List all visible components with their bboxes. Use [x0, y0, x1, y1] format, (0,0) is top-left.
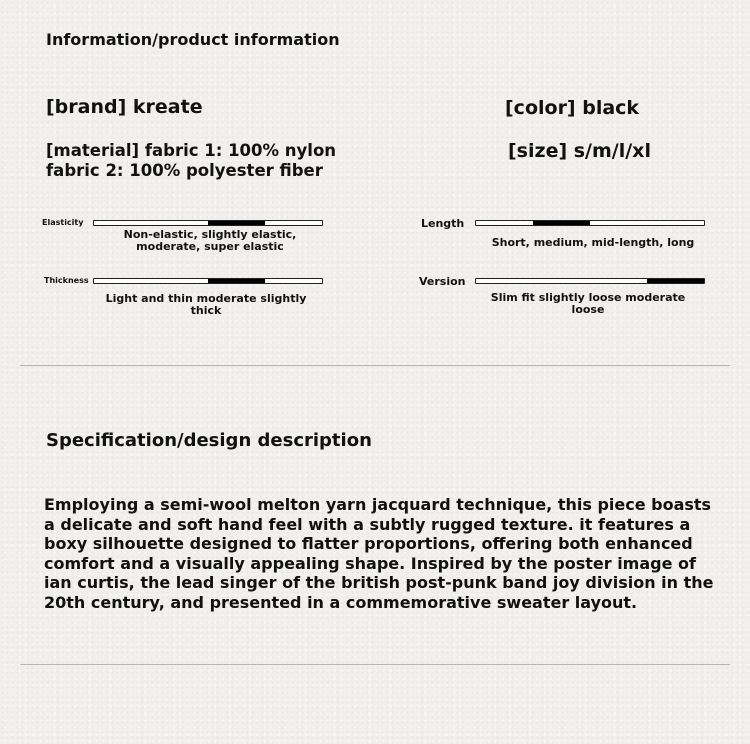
length-bar [475, 220, 705, 226]
length-label: Length [421, 217, 465, 230]
color-text: [color] black [505, 97, 640, 119]
elasticity-label: Elasticity [42, 218, 84, 227]
length-caption: Short, medium, mid-length, long [491, 236, 695, 249]
brand-text: [brand] kreate [46, 96, 203, 118]
thickness-bar [93, 278, 323, 284]
design-description: Employing a semi-wool melton yarn jacquard technique, this piece boasts a delicate and soft hand feel with a subtly rugged texture. it features a boxy silhouette designed to flatter proportions, offering both enhanced comfort and a visually appealing shape. Inspired by the poster image of ian curtis, the lead singer of the british post-punk band joy division in the 20th century, and presented in a commemorative sweater layout. [44, 495, 714, 612]
version-bar-fill [647, 279, 704, 283]
material-text: [material] fabric 1: 100% nylon fabric 2: 100% polyester fiber [46, 141, 337, 180]
version-caption: Slim fit slightly loose moderate loose [490, 291, 686, 316]
divider-bottom [20, 664, 730, 665]
thickness-caption: Light and thin moderate slightly thick [105, 292, 307, 317]
size-text: [size] s/m/l/xl [508, 140, 651, 162]
divider-top [20, 365, 730, 366]
thickness-bar-fill [208, 279, 265, 283]
info-heading: Information/product information [46, 30, 340, 49]
thickness-label: Thickness [44, 276, 89, 285]
length-bar-fill [533, 221, 590, 225]
elasticity-caption: Non-elastic, slightly elastic, moderate, super elastic [123, 228, 297, 253]
elasticity-bar-fill [208, 221, 265, 225]
version-label: Version [419, 275, 466, 288]
version-bar [475, 278, 705, 284]
elasticity-bar [93, 220, 323, 226]
spec-heading: Specification/design description [46, 430, 372, 451]
